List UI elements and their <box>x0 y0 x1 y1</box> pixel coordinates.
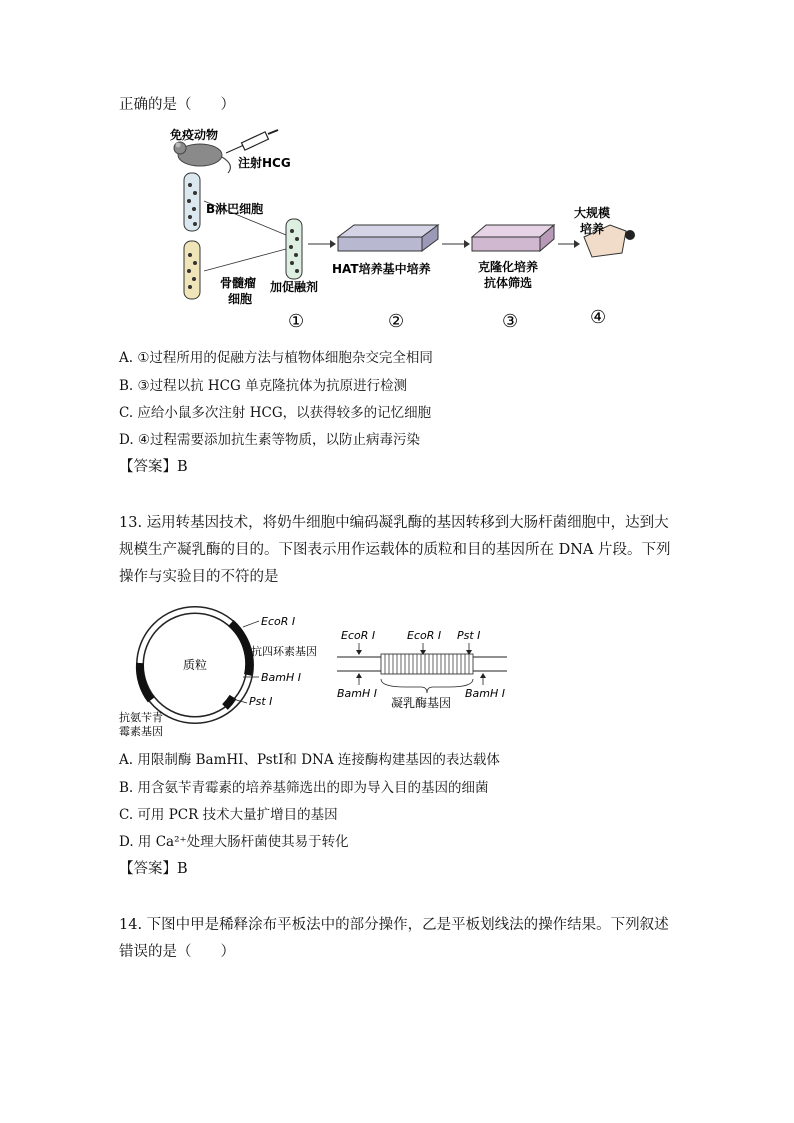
fusion-tube-icon <box>286 219 302 279</box>
gene-label: 凝乳酶基因 <box>391 696 452 710</box>
myeloma-tube-icon <box>184 241 200 299</box>
q13-option-c: C. 可用 PCR 技术大量扩增目的基因 <box>119 807 338 823</box>
step-number-4: ④ <box>590 307 607 328</box>
plasmid-bamhi-label: BamH Ⅰ <box>261 671 302 684</box>
hat-plate-icon <box>338 225 438 251</box>
plasmid-label: 质粒 <box>183 658 208 672</box>
b-cell-label: B淋巴细胞 <box>206 202 264 216</box>
mouse-icon <box>174 142 230 173</box>
plasmid-ecori-label: EcoR Ⅰ <box>261 615 296 628</box>
mouse-label: 免疫动物 <box>170 128 219 142</box>
inject-label: 注射HCG <box>238 156 291 170</box>
step-number-3: ③ <box>502 311 519 332</box>
q13-option-d: D. 用 Ca²⁺处理大肠杆菌使其易于转化 <box>119 834 349 850</box>
q13-option-a: A. 用限制酶 BamHⅠ、PstⅠ和 DNA 连接酶构建基因的表达载体 <box>119 752 500 768</box>
q14-stem: 14. 下图中甲是稀释涂布平板法中的部分操作，乙是平板划线法的操作结果。下列叙述错误的是（ ） <box>119 917 669 960</box>
step-number-1: ① <box>288 311 305 332</box>
hat-label: HAT培养基中培养 <box>332 262 431 276</box>
clone-label-2: 抗体筛选 <box>484 276 533 290</box>
dna-psti-label: Pst Ⅰ <box>457 629 481 642</box>
q12-option-c: C. 应给小鼠多次注射 HCG，以获得较多的记忆细胞 <box>119 405 432 421</box>
q13-answer: 【答案】B <box>119 861 188 877</box>
q12-answer: 【答案】B <box>119 459 188 475</box>
scale-label-1: 大规模 <box>574 206 611 220</box>
q12-option-a: A. ①过程所用的促融方法与植物体细胞杂交完全相同 <box>119 350 433 366</box>
dna-fragment <box>337 654 507 674</box>
fusion-label: 加促融剂 <box>270 280 319 294</box>
clone-label-1: 克隆化培养 <box>478 260 539 274</box>
b-cell-tube-icon <box>184 173 200 231</box>
q13-option-b: B. 用含氨苄青霉素的培养基筛选出的即为导入目的基因的细菌 <box>119 780 489 796</box>
q12-option-d: D. ④过程需要添加抗生素等物质，以防止病毒污染 <box>119 432 421 448</box>
q12-figure <box>160 125 660 335</box>
step-number-2: ② <box>388 311 405 332</box>
q13-stem: 13. 运用转基因技术，将奶牛细胞中编码凝乳酶的基因转移到大肠杆菌细胞中，达到大规模生产凝乳酶的目的。下图表示用作运载体的质粒和目的基因所在 DNA 片段。下列操作与实验目的不符的是 <box>119 515 671 585</box>
tet-gene-label: 抗四环素基因 <box>251 645 317 658</box>
dna-bamhi-label-1: BamH Ⅰ <box>337 687 378 700</box>
scale-label-2: 培养 <box>580 222 605 236</box>
dna-bamhi-label-2: BamH Ⅰ <box>465 687 506 700</box>
q13-figure <box>115 605 515 740</box>
myeloma-label-1: 骨髓瘤 <box>220 276 257 290</box>
amp-gene-label-2: 霉素基因 <box>119 725 163 738</box>
syringe-icon <box>226 130 278 153</box>
clone-plate-icon <box>472 225 554 251</box>
dna-ecori-label-2: EcoR Ⅰ <box>407 629 442 642</box>
plasmid-psti-label: Pst Ⅰ <box>249 695 273 708</box>
amp-gene-label-1: 抗氨苄青 <box>119 711 163 724</box>
q12-option-b: B. ③过程以抗 HCG 单克隆抗体为抗原进行检测 <box>119 378 408 394</box>
dna-ecori-label-1: EcoR Ⅰ <box>341 629 376 642</box>
myeloma-label-2: 细胞 <box>228 292 253 306</box>
q12-stem-tail: 正确的是（ ） <box>119 97 235 113</box>
